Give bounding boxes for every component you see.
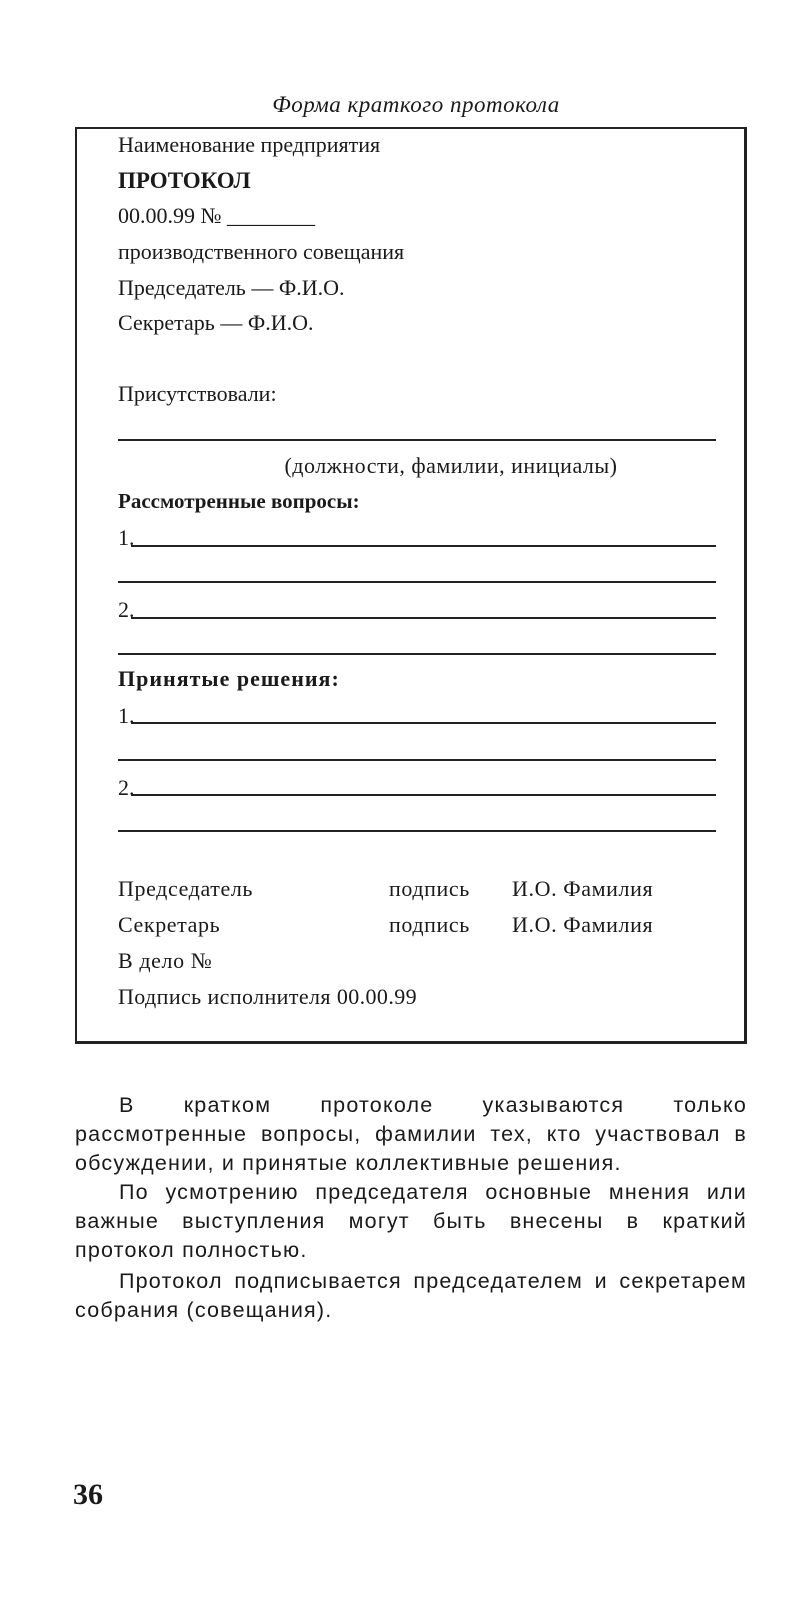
question-2-line — [131, 617, 716, 619]
question-2-continuation-line — [118, 653, 716, 655]
file-number: В дело № — [118, 948, 213, 973]
secretary-role: Секретарь — [118, 912, 221, 937]
executor-signature: Подпись исполнителя 00.00.99 — [118, 984, 418, 1009]
paragraph-1: В кратком протоколе указываются только рассмотренные вопросы, фамилии тех, кто участвовал в обсуждении, и принятые коллективные решения. — [75, 1093, 747, 1175]
decision-2-continuation-line — [118, 830, 716, 832]
paragraph-3: Протокол подписывается председателем и секретарем собрания (совещания). — [75, 1269, 747, 1322]
question-number-1: 1. — [118, 525, 135, 550]
chairman-name: И.О. Фамилия — [512, 876, 654, 901]
question-1-continuation-line — [118, 581, 716, 583]
secretary-signature: подпись — [389, 912, 470, 937]
form-caption: Форма краткого протокола — [272, 92, 560, 117]
question-1-line — [131, 545, 716, 547]
chairman-signature: подпись — [389, 876, 470, 901]
protocol-title: ПРОТОКОЛ — [118, 168, 251, 193]
decisions-heading: Принятые решения: — [118, 666, 340, 691]
meeting-type: производственного совещания — [118, 239, 405, 264]
secretary-name: И.О. Фамилия — [512, 912, 654, 937]
chairman-role: Председатель — [118, 876, 254, 901]
org-name: Наименование предприятия — [118, 132, 381, 157]
secretary-line: Секретарь — Ф.И.О. — [118, 310, 314, 335]
decision-2-line — [131, 794, 716, 796]
decision-1-continuation-line — [118, 759, 716, 761]
chairman-line: Председатель — Ф.И.О. — [118, 275, 345, 300]
decision-1-line — [131, 722, 716, 724]
paragraph-2: По усмотрению председателя основные мнения или важные выступления могут быть внесены в краткий протокол полностью. — [75, 1180, 747, 1262]
present-label: Присутствовали: — [118, 381, 277, 406]
present-hint: (должности, фамилии, инициалы) — [284, 453, 618, 478]
page-number: 36 — [73, 1478, 103, 1511]
date-number: 00.00.99 № ________ — [118, 203, 315, 228]
decision-number-2: 2. — [118, 775, 135, 800]
decision-number-1: 1. — [118, 703, 135, 728]
questions-heading: Рассмотренные вопросы: — [118, 489, 360, 513]
present-blank-line — [118, 439, 716, 441]
question-number-2: 2. — [118, 597, 135, 622]
